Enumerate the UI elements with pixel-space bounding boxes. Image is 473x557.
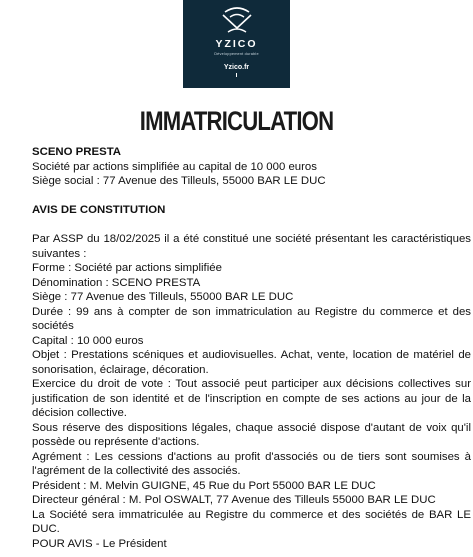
- notice-president: Président : M. Melvin GUIGNE, 45 Rue du Port 55000 BAR LE DUC: [32, 479, 376, 492]
- spacer: [2, 189, 471, 204]
- notice-denomination: Dénomination : SCENO PRESTA: [32, 276, 201, 289]
- page-title: IMMATRICULATION: [139, 106, 334, 136]
- section-title: AVIS DE CONSTITUTION: [32, 204, 166, 216]
- notice-objet: Objet : Prestations scéniques et audiovisuelles. Achat, vente, location de matériel de sonorisation, éclairage, décoration.: [32, 349, 471, 376]
- notice-siege: Siège : 77 Avenue des Tilleuls, 55000 BAR LE DUC: [32, 291, 294, 303]
- logo-name: YZICO: [215, 38, 258, 50]
- notice-directeur-general: Directeur général : M. Pol OSWALT, 77 Avenue des Tilleuls 55000 BAR LE DUC: [32, 494, 436, 506]
- logo-site: Yzico.fr: [223, 64, 250, 71]
- notice-agrement: Agrément : Les cessions d'actions au profit d'associés ou de tiers sont soumises à l'agrément de la collectivité des associés.: [32, 450, 471, 477]
- company-seat-line: Siège social : 77 Avenue des Tilleuls, 55000 BAR LE DUC: [32, 175, 326, 187]
- notice-reserve: Sous réserve des dispositions légales, chaque associé dispose d'autant de voix qu'il possède ou représente d'actions.: [32, 421, 471, 448]
- logo-tagline: Développement durable: [214, 52, 259, 56]
- spacer: [2, 218, 471, 233]
- notice-rcs: La Société sera immatriculée au Registre du commerce et des sociétés de BAR LE DUC.: [32, 508, 471, 535]
- notice-signature: POUR AVIS - Le Président: [32, 537, 167, 550]
- company-name: SCENO PRESTA: [32, 146, 122, 158]
- notice-forme: Forme : Société par actions simplifiée: [32, 262, 222, 274]
- notice-vote: Exercice du droit de vote : Tout associé peut participer aux décisions collectives sur justification de son identité et de l'inscription en compte de ses actions au jour de la décision collective.: [32, 378, 471, 419]
- notice-duree: Durée : 99 ans à compter de son immatriculation au Registre du commerce et des sociétés: [32, 305, 471, 332]
- yzico-emblem-icon: [220, 6, 254, 36]
- logo-divider: [236, 73, 237, 77]
- legal-notice: [2, 145, 471, 551]
- yzico-logo: [183, 0, 290, 88]
- company-form-line: Société par actions simplifiée au capital de 10 000 euros: [32, 160, 317, 173]
- notice-capital: Capital : 10 000 euros: [32, 334, 144, 347]
- notice-intro: Par ASSP du 18/02/2025 il a été constitué une société présentant les caractéristiques suivantes :: [32, 233, 471, 260]
